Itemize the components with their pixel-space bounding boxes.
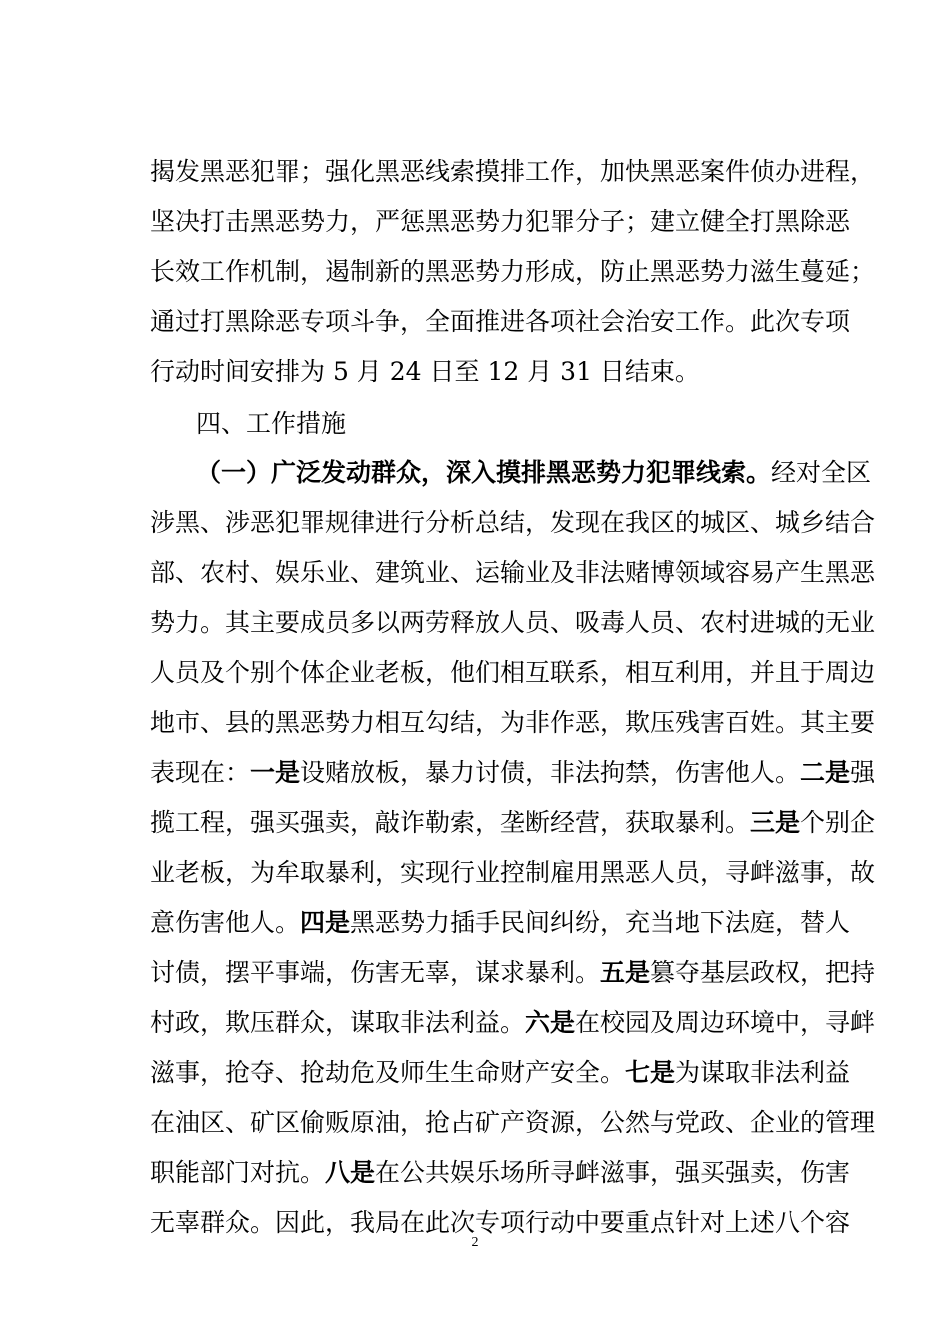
bold-marker: 四是 <box>300 908 351 937</box>
text-line <box>150 998 876 1048</box>
text-span: 滋事，抢夺、抢劫危及师生生命财产安全。 <box>150 1058 626 1087</box>
text-line: 地市、县的黑恶势力相互勾结，为非作恶，欺压残害百姓。其主要 <box>150 708 876 737</box>
text-line: 在油区、矿区偷贩原油，抢占矿产资源，公然与党政、企业的管理 <box>150 1108 876 1137</box>
text-span: 揽工程，强买强卖，敲诈勒索，垄断经营，获取暴利。 <box>150 808 751 837</box>
text-line <box>150 948 876 998</box>
page-number: 2 <box>471 1235 479 1250</box>
text-line: 通过打黑除恶专项斗争，全面推进各项社会治安工作。此次专项 <box>150 307 851 336</box>
bold-marker: 七是 <box>625 1058 676 1087</box>
text-span: 强 <box>850 758 876 787</box>
text-span: 村政，欺压群众，谋取非法利益。 <box>150 1008 526 1037</box>
text-line: 无辜群众。因此，我局在此次专项行动中要重点针对上述八个容 <box>150 1208 851 1237</box>
bold-marker: 一是 <box>250 758 301 787</box>
text-line: 涉黑、涉恶犯罪规律进行分析总结，发现在我区的城区、城乡结合 <box>150 508 876 537</box>
text-line: 长效工作机制，遏制新的黑恶势力形成，防止黑恶势力滋生蔓延； <box>150 257 876 286</box>
text-span: 篡夺基层政权，把持 <box>650 958 876 987</box>
section-heading: 四、工作措施 <box>196 409 347 438</box>
text-line: 人员及个别个体企业老板，他们相互联系，相互利用，并且于周边 <box>150 658 876 687</box>
text-span: 为谋取非法利益 <box>675 1058 851 1087</box>
bold-marker: 二是 <box>800 758 851 787</box>
text-line <box>150 798 876 848</box>
paragraph-lead-line <box>196 448 896 498</box>
bold-subheading: （一）广泛发动群众，深入摸排黑恶势力犯罪线索。 <box>196 458 772 487</box>
text-line: 部、农村、娱乐业、建筑业、运输业及非法赌博领域容易产生黑恶 <box>150 558 876 587</box>
text-line: 业老板，为牟取暴利，实现行业控制雇用黑恶人员，寻衅滋事，故 <box>150 858 876 887</box>
text-span: 在校园及周边环境中，寻衅 <box>575 1008 876 1037</box>
text-line <box>150 1048 850 1098</box>
bold-marker: 五是 <box>600 958 651 987</box>
bold-marker: 三是 <box>750 808 801 837</box>
text-span: 设赌放板，暴力讨债，非法拘禁，伤害他人。 <box>300 758 801 787</box>
text-line <box>150 1148 850 1198</box>
text-line <box>150 748 876 798</box>
text-line: 坚决打击黑恶势力，严惩黑恶势力犯罪分子；建立健全打黑除恶 <box>150 207 851 236</box>
text-span: 个别企 <box>800 808 876 837</box>
text-span: 表现在： <box>150 758 251 787</box>
text-span: 意伤害他人。 <box>150 908 301 937</box>
text-line <box>150 898 850 948</box>
text-span: 讨债，摆平事端，伤害无辜，谋求暴利。 <box>150 958 601 987</box>
text-span: 黑恶势力插手民间纠纷，充当地下法庭，替人 <box>350 908 851 937</box>
bold-marker: 六是 <box>525 1008 576 1037</box>
bold-marker: 八是 <box>325 1158 376 1187</box>
text-span: 在公共娱乐场所寻衅滋事，强买强卖，伤害 <box>375 1158 851 1187</box>
text-span: 职能部门对抗。 <box>150 1158 326 1187</box>
text-line: 势力。其主要成员多以两劳释放人员、吸毒人员、农村进城的无业 <box>150 608 876 637</box>
text-line: 揭发黑恶犯罪；强化黑恶线索摸排工作，加快黑恶案件侦办进程， <box>150 157 876 186</box>
text-line: 行动时间安排为 5 月 24 日至 12 月 31 日结束。 <box>150 357 700 386</box>
text-span: 经对全区 <box>771 458 872 487</box>
